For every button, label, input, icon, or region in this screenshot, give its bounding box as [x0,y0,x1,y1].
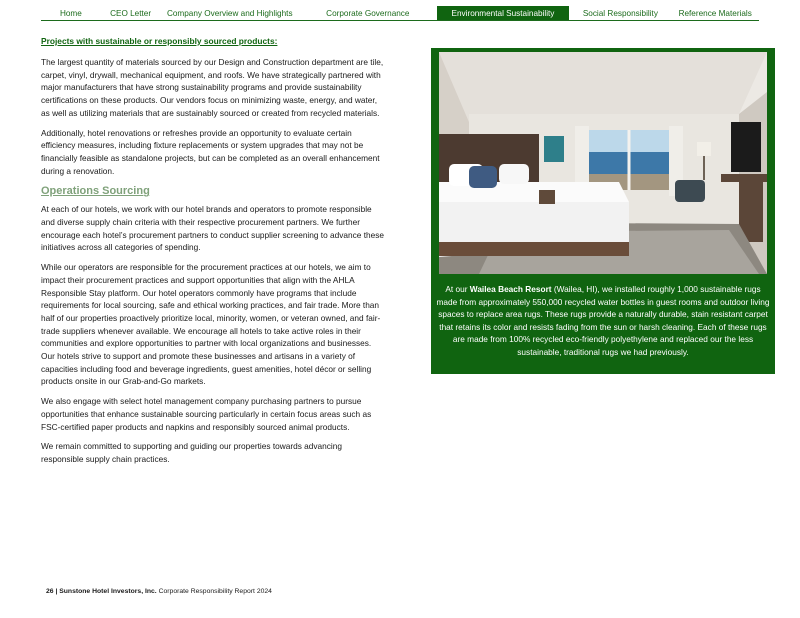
nav-tab-environmental-sustainability[interactable]: Environmental Sustainability [437,6,570,20]
footer-company: Sunstone Hotel Investors, Inc. [59,588,157,595]
paragraph: The largest quantity of materials sourced by our Design and Construction department are tile, carpet, vinyl, drywall, mechanical equipment, and roofs. We have strategically partnered with major manufacturers that have strong sustainability programs and provide sustainability certifications on these products. Our vendors focus on minimizing waste, energy, and water, as well as utilizing materials that are sustainably sourced or created from recycled materials. [41,57,384,118]
subheading-sustainable-products: Projects with sustainable or responsibly sourced products: [41,36,278,46]
nav-tab-social-responsibility[interactable]: Social Responsibility [582,8,658,18]
page-number: 26 [46,588,54,595]
paragraph: We remain committed to supporting and guiding our properties towards advancing responsible supply chain practices. [41,441,343,464]
hotel-room-photo [439,52,767,274]
top-navigation [41,6,759,21]
caption-prefix: At our [445,284,470,294]
paragraph: We also engage with select hotel management company purchasing partners to pursue opportunities that enhance sustainable sourcing particularly in certain focus areas such as FSC-certified paper products and napkins and responsibly sourced animal products. [41,396,372,432]
nav-tab-corporate-governance[interactable]: Corporate Governance [326,8,410,18]
section-title-operations-sourcing: Operations Sourcing [41,185,150,198]
paragraph: At each of our hotels, we work with our hotel brands and operators to promote responsible and diverse supply chain criteria with their respective procurement partners. We further encourage each hotel’s procurement partners to conduct supplier screening to advance these initiatives across all categories of spending. [41,204,385,253]
nav-tab-reference-materials[interactable]: Reference Materials [678,8,752,18]
paragraph: While our operators are responsible for the procurement practices at our hotels, we aim to impact their procurement practices and support opportunities that align with the AHLA Responsible Stay platform. Our hotel operators commonly have programs that include requirements for local sourcing, safe and ethical working practices, and fair trade. More than half of our properties proactively prioritize local, minority, women, or veteran owned, and fair-trade suppliers whenever available. We encourage all hotels to take active roles in their communities and explore opportunities to partner with local organizations and businesses. Our hotels strive to support and promote these businesses and artisans in a variety of capacities including food and beverage ingredients, guest amenities, hotel décor or selling products onsite in our Grab-and-Go markets. [41,262,381,387]
nav-tab-company-overview[interactable]: Company Overview and Highlights [166,8,293,18]
paragraph: Additionally, hotel renovations or refreshes provide an opportunity to evaluate certain efficiency measures, including fixture replacements or system upgrades that may not be financially feasible as standalone projects, but can be completed as an overall enhancement during a renovation. [41,127,380,176]
photo-caption [435,283,771,359]
feature-panel [431,48,775,374]
nav-tab-ceo-letter[interactable]: CEO Letter [110,8,152,18]
page-footer [46,588,272,595]
caption-body: (Wailea, HI), we installed roughly 1,000 sustainable rugs made from approximately 550,000 recycled water bottles in guest rooms and outdoor living spaces to replace area rugs. These rugs provide a naturally durable, stain resistant carpet that retains its color and resists fading from the sun or harsh cleaning. Each of these rugs are made from 100% recycled eco-friendly polyethylene and replaced our the less sustainable, traditional rugs we had previously. [436,284,770,357]
caption-hotel-name: Wailea Beach Resort [469,284,552,294]
footer-report-title: Corporate Responsibility Report 2024 [156,588,272,595]
nav-tab-home[interactable]: Home [59,8,82,18]
footer-separator: | [53,588,60,595]
main-text-column [41,36,386,473]
